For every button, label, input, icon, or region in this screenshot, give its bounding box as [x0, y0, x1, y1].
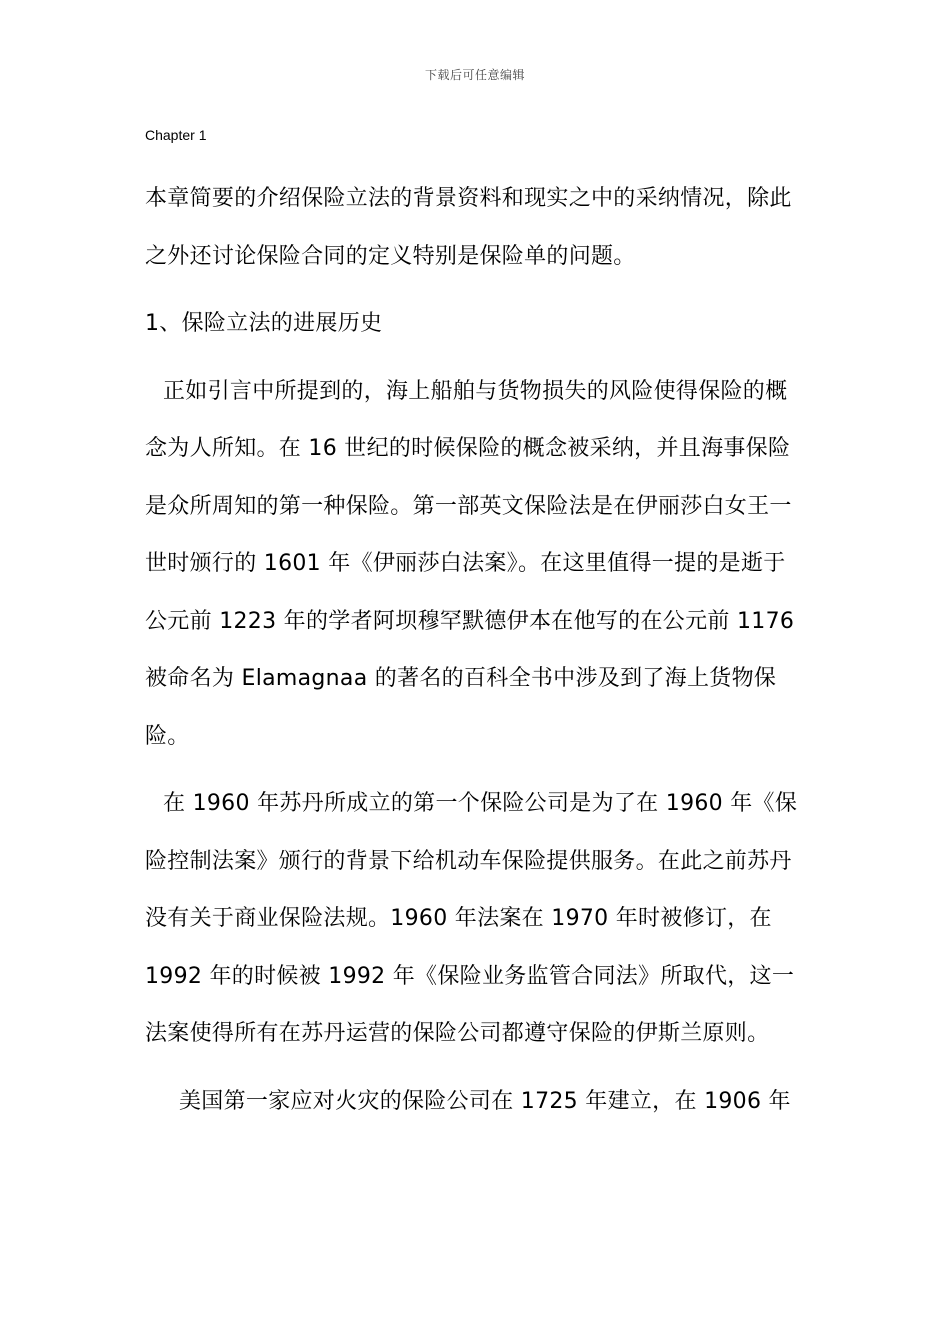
- intro-paragraph: 本章简要的介绍保险立法的背景资料和现实之中的采纳情况，除此之外还讨论保险合同的定义特别是保险单的问题。: [145, 186, 792, 269]
- page-header-note: 下载后可任意编辑: [424, 68, 525, 82]
- body-paragraph: 在 1960 年苏丹所成立的第一个保险公司是为了在 1960 年《保险控制法案》颁行的背景下给机动车保险提供服务。在此之前苏丹没有关于商业保险法规。1960 年法案在 1970 年时被修订，在 1992 年的时候被 1992 年《保险业务监管合同法》所取代，这一法案使得所有在苏丹运营的保险公司都遵守保险的伊斯兰原则。: [145, 791, 798, 1046]
- document-body: [145, 170, 807, 1130]
- chapter-label: Chapter 1: [145, 127, 207, 143]
- body-paragraph: 正如引言中所提到的，海上船舶与货物损失的风险使得保险的概念为人所知。在 16 世纪的时候保险的概念被采纳，并且海事保险是众所周知的第一种保险。第一部英文保险法是在伊丽莎白女王一世时颁行的 1601 年《伊丽莎白法案》。在这里值得一提的是逝于公元前 1223 年的学者阿坝穆罕默德伊本在他写的在公元前 1176 被命名为 Elamagnaa 的著名的百科全书中涉及到了海上货物保险。: [145, 378, 795, 749]
- body-paragraph: 美国第一家应对火灾的保险公司在 1725 年建立，在 1906 年: [179, 1088, 791, 1114]
- section-heading: 1、保险立法的进展历史: [145, 311, 383, 336]
